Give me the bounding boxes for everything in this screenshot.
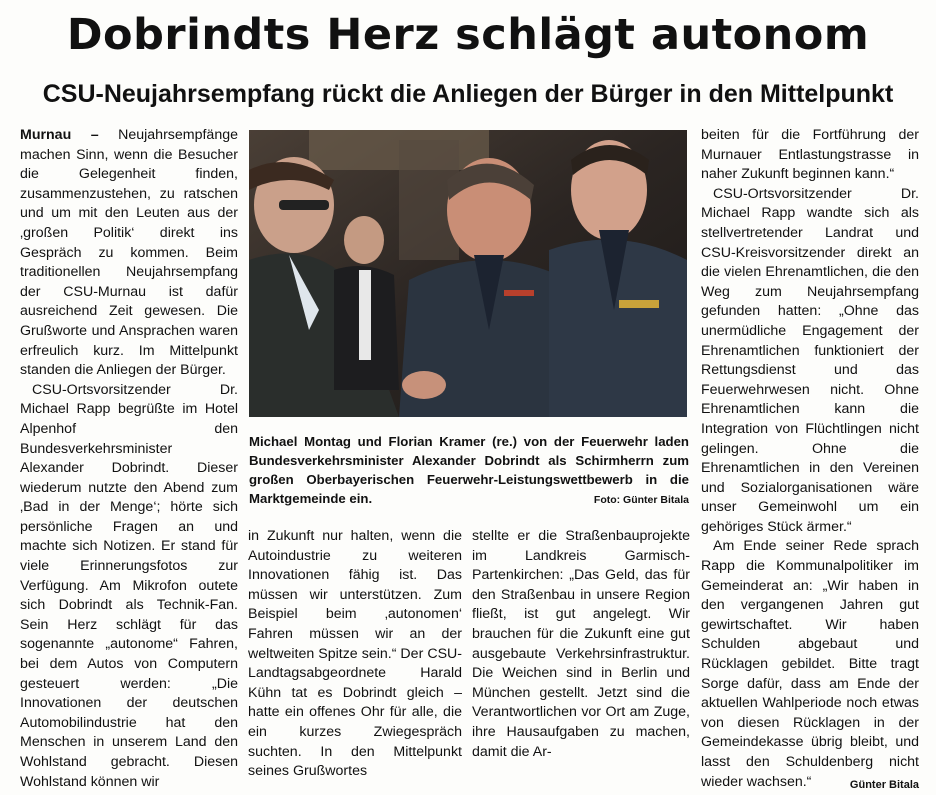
article-headline: Dobrindts Herz schlägt autonom xyxy=(66,10,870,60)
paragraph-text: Neujahrsempfänge machen Sinn, wenn die Besucher die Gelegenheit finden, zusammenzustehen, zu ratschen und um mit den Leuten aus der ‚großen Politik‘ direkt ins Gespräch zu kommen. Beim traditionellen Neujahrsempfang der CSU-Murnau ist dafür ausreichend Zeit gewesen. Die Grußworte und Ansprachen waren erfreulich kurz. Im Mittelpunkt standen die Anliegen der Bürger. xyxy=(20,127,238,379)
article-photo xyxy=(249,130,687,417)
paragraph: stellte er die Straßenbauprojekte im Landkreis Garmisch-Partenkirchen: „Das Geld, das für den Straßenbau in unsere Region fließt, ist gut angelegt. Wir brauchen für die Zukunft eine gut ausgebaute Verkehrsinfrastruktur. Die Weichen sind in Berlin und München gestellt. Jetzt sind die Verantwortlichen vor Ort am Zuge, ihre Hausaufgaben zu machen, damit die Ar- xyxy=(472,528,690,760)
photo-caption xyxy=(249,432,689,510)
paragraph: CSU-Ortsvorsitzender Dr. Michael Rapp begrüßte im Hotel Alpenhof den Bundesverkehrsminister Alexander Dobrindt. Dieser wiederum nutzte den Abend zum ‚Bad in der Menge‘; hörte sich persönliche Fragen an und machte sich Notizen. Er stand für viele Erinnerungsfotos zur Verfügung. Am Mikrofon outete sich Dobrindt als Technik-Fan. Sein Herz schlägt für das sogenannte „autonome“ Fahren, bei dem Autos von Computern gesteuert werden: „Die Innovationen der deutschen Automobilindustrie hat den Menschen in unserem Land den Wohlstand gebracht. Diesen Wohlstand können wir xyxy=(20,381,238,790)
author-byline: Günter Bitala xyxy=(849,778,919,791)
paragraph xyxy=(701,537,919,792)
caption-text: Michael Montag und Florian Kramer (re.) von der Feuerwehr laden Bundesverkehrsminister Alexander Dobrindt als Schirmherrn zum großen Oberbayerischen Feuerwehr-Leistungswettbewerb in die Marktgemeinde ein. xyxy=(249,434,689,506)
paragraph: CSU-Ortsvorsitzender Dr. Michael Rapp wandte sich als stellvertretender Landrat und CSU-Kreisvorsitzender direkt an die vielen Ehrenamtlichen, die den Weg zum Neujahrsempfang gefunden hatten: „Ohne das unermüdliche Engagement der Ehrenamtlichen funktioniert der Rettungsdienst und das Feuerwehrwesen nicht. Ohne Ehrenamtlichen kann die Integration von Flüchtlingen nicht gelingen. Ohne die Ehrenamtlichen in den Vereinen und Sozialorganisationen wäre unser Gemeinwohl um ein gehöriges Stück ärmer.“ xyxy=(701,185,919,535)
paragraph: in Zukunft nur halten, wenn die Autoindustrie zu weiteren Innovationen fähig ist. Das müssen wir unterstützen. Zum Beispiel beim ‚autonomen‘ Fahren müssen wir an der weltweiten Spitze sein.“ Der CSU-Landtagsabgeordnete Harald Kühn tat es Dobrindt gleich – hatte ein offenes Ohr für alle, die ein kurzes Zwiegespräch suchten. In den Mittelpunkt seines Grußwortes xyxy=(248,528,462,780)
article-column-2 xyxy=(248,527,462,780)
dateline: Murnau – xyxy=(20,127,99,143)
paragraph: beiten für die Fortführung der Murnauer Entlastungstrasse in naher Zukunft beginnen kann.“ xyxy=(701,127,919,183)
article-column-4 xyxy=(701,126,919,791)
paragraph xyxy=(20,126,238,381)
article-subheadline: CSU-Neujahrsempfang rückt die Anliegen der Bürger in den Mittelpunkt xyxy=(42,80,894,108)
paragraph-text: Am Ende seiner Rede sprach Rapp die Kommunalpolitiker im Gemeinderat an: „Wir haben in den vergangenen Jahren gut gewirtschaftet. Wir haben Schulden abgebaut und Rücklagen gebildet. Bitte tragt Sorge dafür, dass am Ende der aktuellen Wahlperiode noch etwas von diesen Rücklagen in der Gemeindekasse übrig bleibt, und lasst den Schuldenberg nicht wieder wachsen.“ xyxy=(701,538,919,790)
photo-credit: Foto: Günter Bitala xyxy=(593,494,689,506)
article-column-3 xyxy=(472,527,690,760)
article-column-1 xyxy=(20,126,238,790)
